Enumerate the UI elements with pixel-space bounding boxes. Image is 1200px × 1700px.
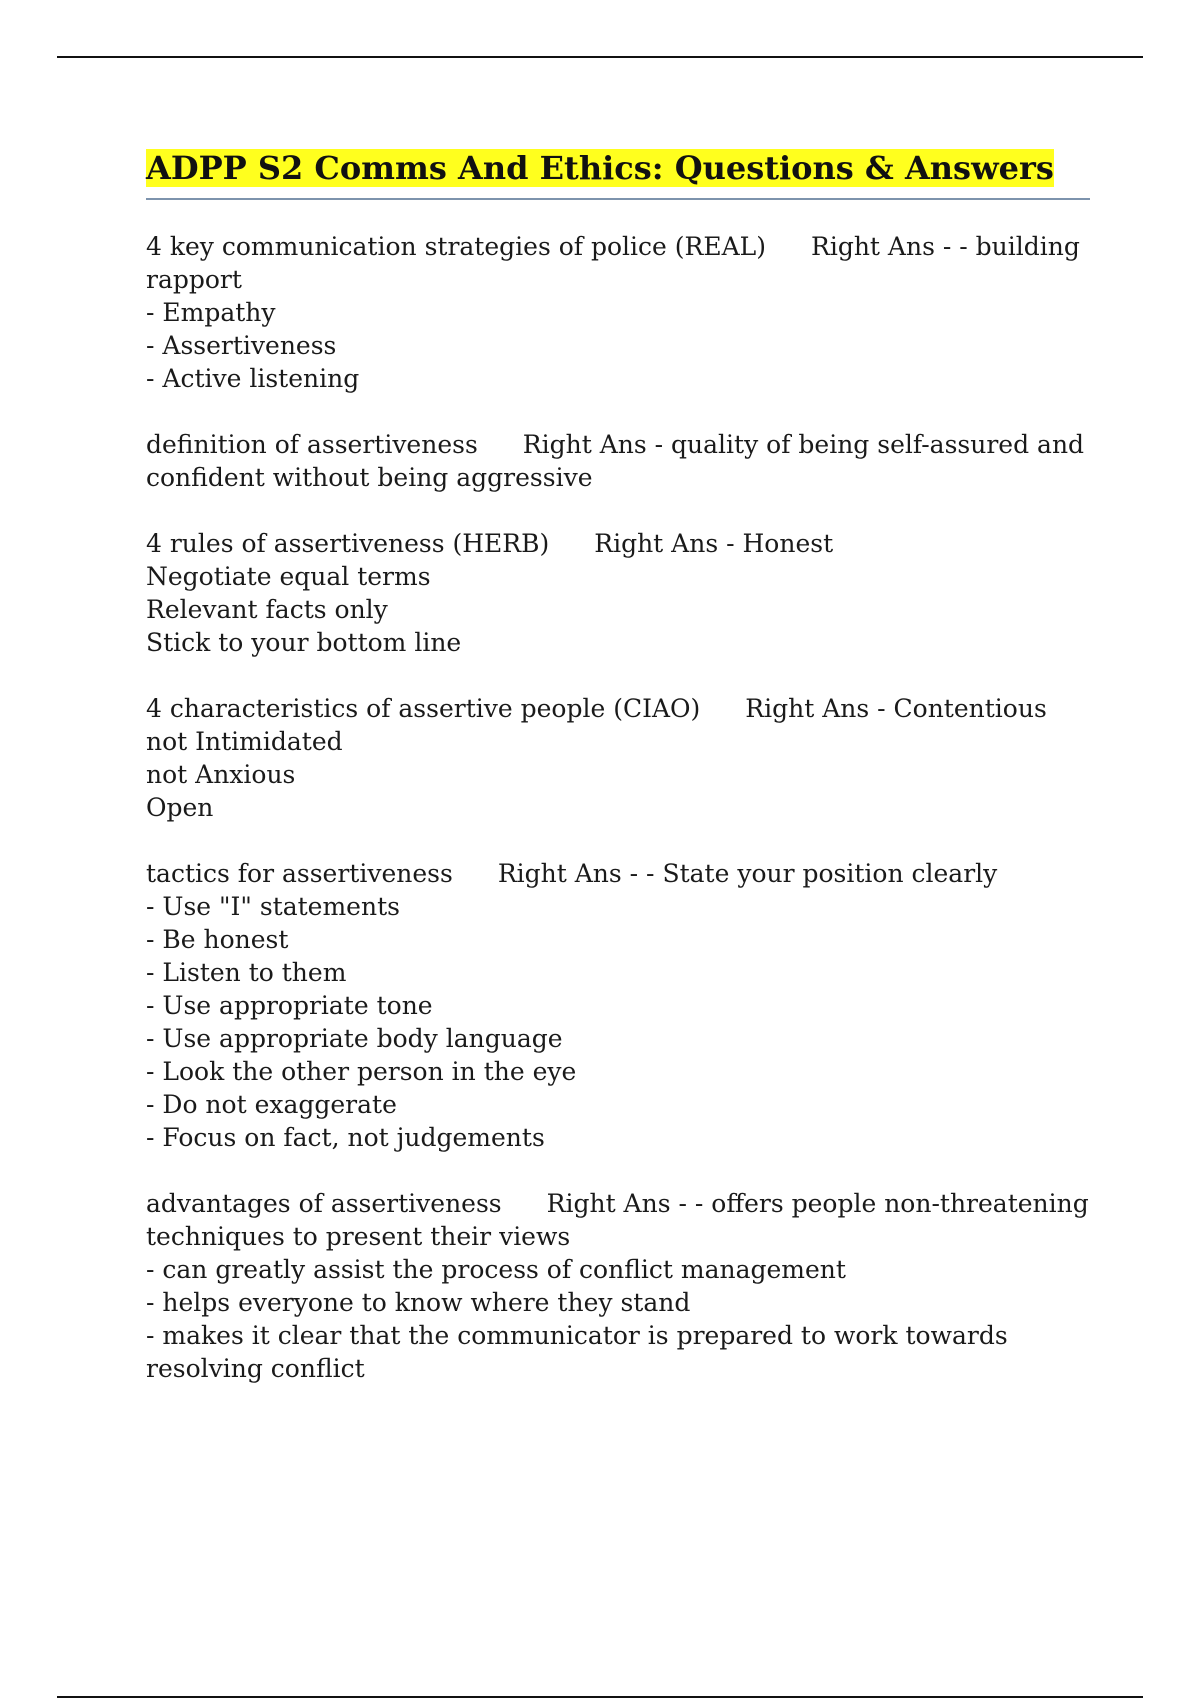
answer-line: - Focus on fact, not judgements xyxy=(146,1123,545,1152)
qa-first-line xyxy=(146,1187,1090,1253)
qa-first-line xyxy=(146,857,1090,890)
question-text: 4 rules of assertiveness (HERB) xyxy=(146,529,550,558)
qa-list xyxy=(146,230,1090,1385)
answer-text: Right Ans - - offers people non-threatening techniques to present their views xyxy=(146,1189,1089,1251)
answer-text: Right Ans - - State your position clearly xyxy=(497,859,998,888)
document-body xyxy=(146,146,1090,1418)
qa-item xyxy=(146,857,1090,1154)
answer-line: Open xyxy=(146,793,214,822)
question-text: tactics for assertiveness xyxy=(146,859,453,888)
qa-first-line xyxy=(146,527,1090,560)
question-text: definition of assertiveness xyxy=(146,430,478,459)
answer-line: - Active listening xyxy=(146,364,360,393)
qa-item xyxy=(146,230,1090,395)
qa-first-line xyxy=(146,692,1090,725)
answer-line: - Assertiveness xyxy=(146,331,337,360)
title-block xyxy=(146,146,1090,200)
answer-text: Right Ans - Honest xyxy=(594,529,834,558)
document-title: ADPP S2 Comms And Ethics: Questions & Answers xyxy=(146,149,1054,187)
answer-line: - Use appropriate body language xyxy=(146,1024,563,1053)
page-top-rule xyxy=(57,56,1143,58)
answer-line: - can greatly assist the process of conflict management xyxy=(146,1255,846,1284)
qa-first-line xyxy=(146,230,1090,296)
answer-line: - helps everyone to know where they stand xyxy=(146,1288,691,1317)
answer-line: Stick to your bottom line xyxy=(146,628,462,657)
answer-line: - Listen to them xyxy=(146,958,347,987)
answer-text: Right Ans - quality of being self-assured and confident without being aggressive xyxy=(146,430,1085,492)
qa-item xyxy=(146,428,1090,494)
answer-line: - Empathy xyxy=(146,298,276,327)
answer-line: - Be honest xyxy=(146,925,289,954)
page-bottom-rule xyxy=(57,1696,1143,1698)
qa-first-line xyxy=(146,428,1090,494)
answer-line: - Do not exaggerate xyxy=(146,1090,397,1119)
qa-item xyxy=(146,527,1090,659)
qa-item xyxy=(146,1187,1090,1385)
answer-line: not Anxious xyxy=(146,760,296,789)
answer-line: Relevant facts only xyxy=(146,595,388,624)
answer-line: Negotiate equal terms xyxy=(146,562,431,591)
answer-line: - Look the other person in the eye xyxy=(146,1057,577,1086)
answer-text: Right Ans - Contentious xyxy=(745,694,1047,723)
answer-line: - makes it clear that the communicator is prepared to work towards resolving conflict xyxy=(146,1321,1008,1383)
qa-item xyxy=(146,692,1090,824)
question-text: 4 key communication strategies of police (REAL) xyxy=(146,232,766,261)
answer-line: not Intimidated xyxy=(146,727,343,756)
question-text: advantages of assertiveness xyxy=(146,1189,502,1218)
answer-line: - Use "I" statements xyxy=(146,892,400,921)
question-text: 4 characteristics of assertive people (CIAO) xyxy=(146,694,701,723)
answer-text: Right Ans - - building rapport xyxy=(146,232,1080,294)
answer-line: - Use appropriate tone xyxy=(146,991,433,1020)
